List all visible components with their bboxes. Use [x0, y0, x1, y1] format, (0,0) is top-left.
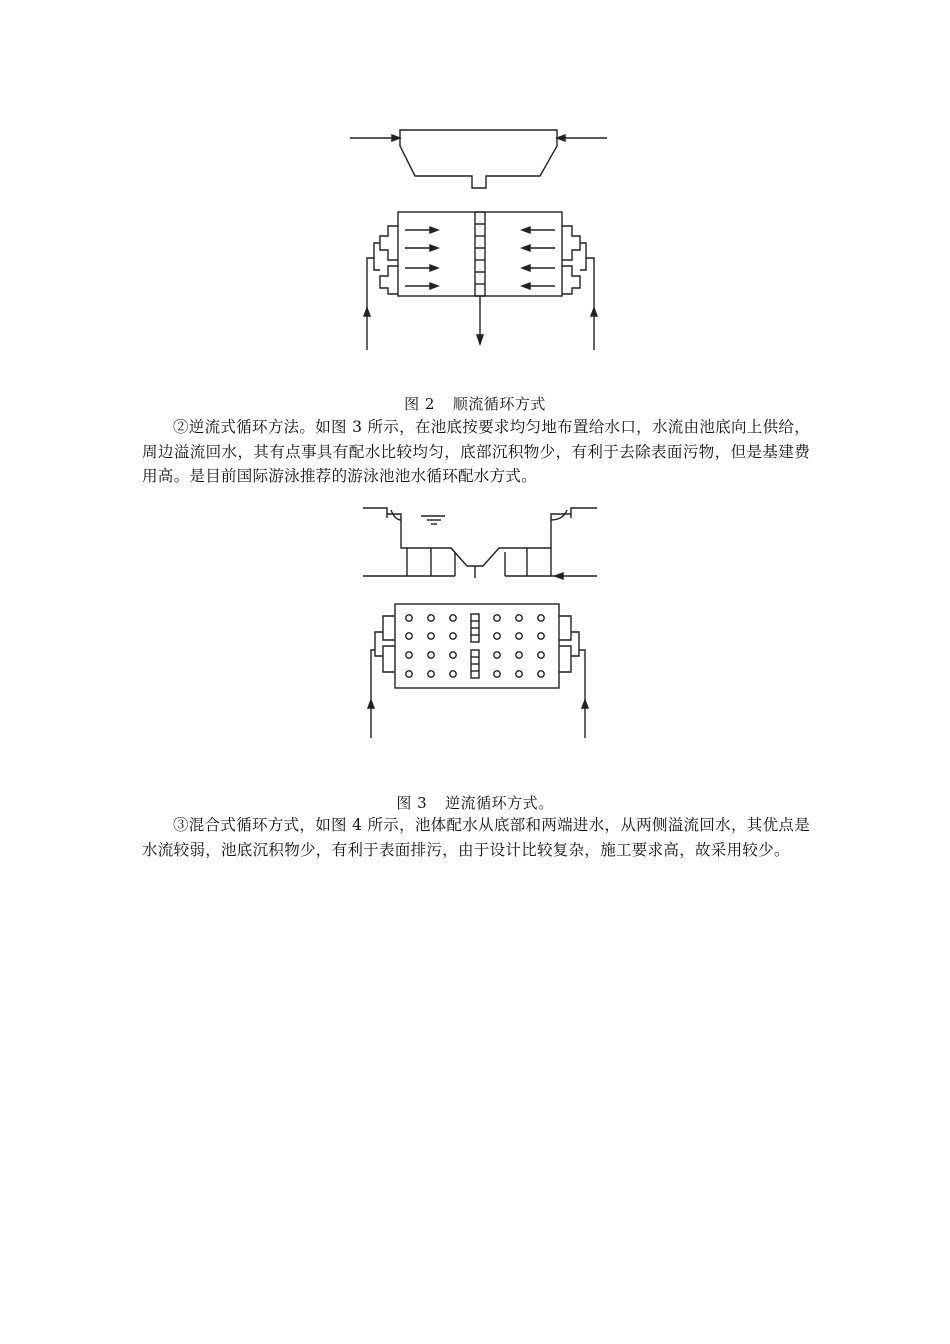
pool-plan-view — [364, 212, 597, 350]
pool-section-view — [350, 130, 607, 188]
figure-3-caption-number: 图 3 — [396, 794, 428, 812]
figure-2-diagram — [340, 118, 610, 358]
figure-2-caption-number: 图 2 — [404, 395, 435, 413]
figure-2-caption — [0, 393, 950, 414]
pool-section-view — [363, 508, 597, 579]
figure-3-caption-text: 逆流循环方式。 — [445, 794, 554, 812]
pool-plan-view — [368, 604, 588, 738]
paragraph-counter-current: ②逆流式循环方法。如图 3 所示，在池底按要求均匀地布置给水口，水流由池底向上供给，周边溢流回水，其有点事具有配水比较均匀，底部沉积物少，有利于去除表面污物，但是基建费用高。是目前国际游泳推荐的游泳池池水循环配水方式。 — [142, 418, 810, 485]
figure-2-caption-text: 顺流循环方式 — [452, 395, 546, 413]
paragraph-mixed: ③混合式循环方式，如图 4 所示，池体配水从底部和两端进水，从两侧溢流回水，其优点是水流较弱，池底沉积物少，有利于表面排污，由于设计比较复杂，施工要求高，故采用较少。 — [142, 816, 810, 859]
figure-3-diagram — [355, 500, 605, 745]
inlet-grid — [406, 615, 544, 677]
figure-3-caption — [0, 792, 950, 813]
